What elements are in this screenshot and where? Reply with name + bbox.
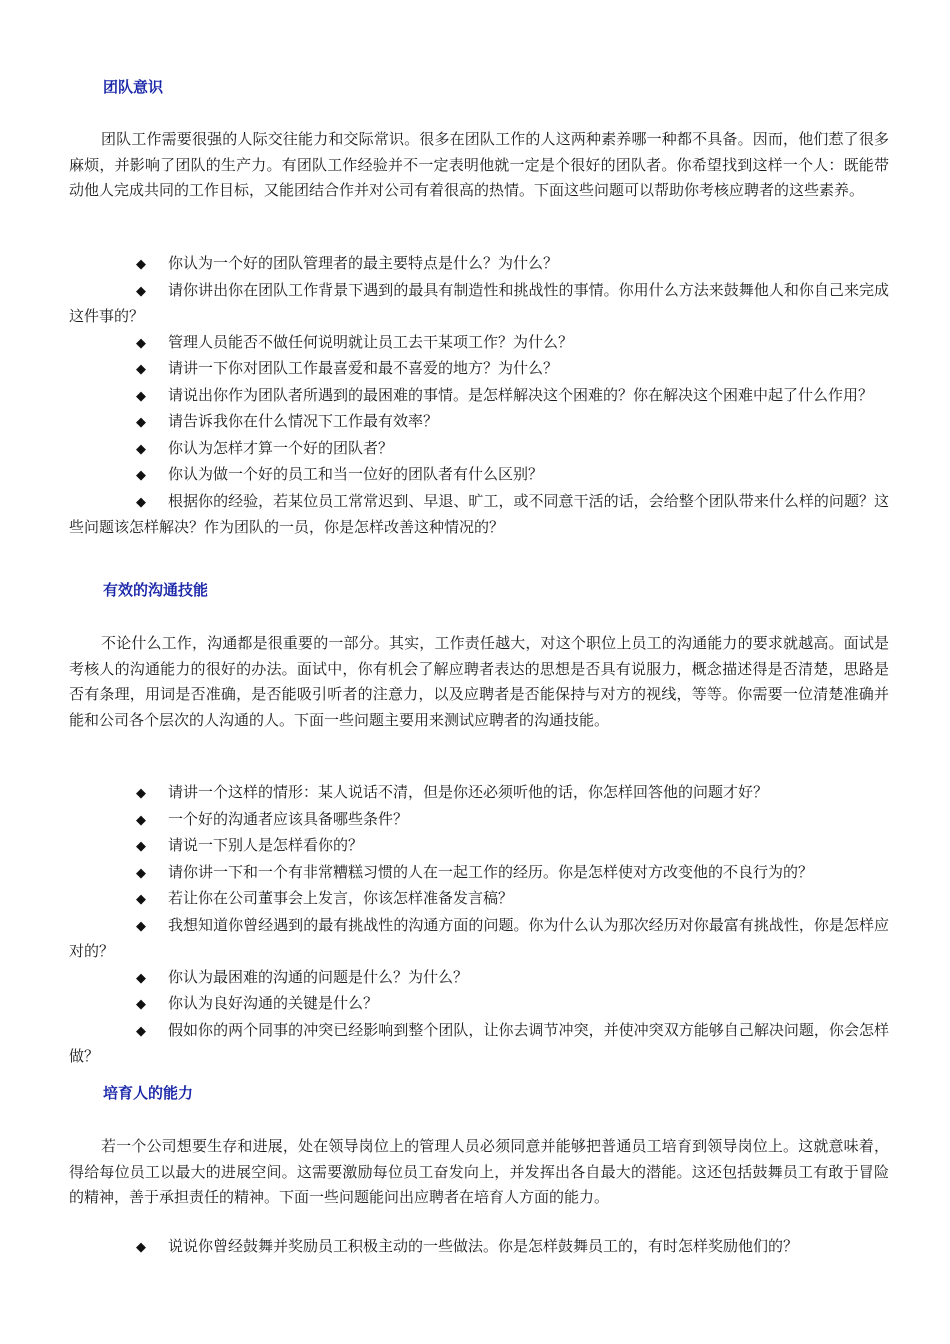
list-item: ◆ 请你讲一下和一个有非常糟糕习惯的人在一起工作的经历。你是怎样使对方改变他的不良行为的？ xyxy=(69,860,889,887)
list-item: ◆ 请你讲出你在团队工作背景下遇到的最具有制造性和挑战性的事情。你用什么方法来鼓舞他人和你自己来完成这件事的？ xyxy=(69,280,889,325)
diamond-icon: ◆ xyxy=(136,468,146,483)
question-list xyxy=(69,251,889,541)
diamond-icon: ◆ xyxy=(136,970,146,986)
diamond-icon: ◆ xyxy=(136,1240,146,1255)
diamond-icon: ◆ xyxy=(136,362,146,377)
list-item: ◆ 若让你在公司董事会上发言，你该怎样准备发言稿？ xyxy=(69,886,889,913)
list-item: ◆ 请说一下别人是怎样看你的？ xyxy=(69,833,889,860)
section-intro: 团队工作需要很强的人际交往能力和交际常识。很多在团队工作的人这两种素养哪一种都不具备。因而，他们惹了很多麻烦，并影响了团队的生产力。有团队工作经验并不一定表明他就一定是个很好的团队者。你希望找到这样一个人：既能带动他人完成共同的工作目标，又能团结合作并对公司有着很高的热情。下面这些问题可以帮助你考核应聘者的这些素养。 xyxy=(69,130,889,199)
list-item: ◆ 你认为一个好的团队管理者的最主要特点是什么？为什么？ xyxy=(69,251,889,278)
diamond-icon: ◆ xyxy=(136,892,146,907)
question-list xyxy=(69,1234,889,1261)
list-item: ◆ 你认为最困难的沟通的问题是什么？为什么？ xyxy=(69,965,889,992)
diamond-icon: ◆ xyxy=(136,283,146,299)
list-item: ◆ 假如你的两个同事的冲突已经影响到整个团队，让你去调节冲突，并使冲突双方能够自己解决问题，你会怎样做？ xyxy=(69,1020,889,1065)
diamond-icon: ◆ xyxy=(136,1023,146,1039)
section-heading: 有效的沟通技能 xyxy=(103,581,209,599)
diamond-icon: ◆ xyxy=(136,812,146,828)
list-item: ◆ 请讲一下你对团队工作最喜爱和最不喜爱的地方？为什么？ xyxy=(69,356,889,383)
diamond-icon: ◆ xyxy=(136,335,146,351)
list-item: ◆ 管理人员能否不做任何说明就让员工去干某项工作？为什么？ xyxy=(69,330,889,357)
diamond-icon: ◆ xyxy=(136,918,146,934)
diamond-icon: ◆ xyxy=(136,257,146,272)
diamond-icon: ◆ xyxy=(136,839,146,854)
diamond-icon: ◆ xyxy=(136,865,146,881)
section-heading: 团队意识 xyxy=(103,78,164,96)
section-intro: 若一个公司想要生存和进展，处在领导岗位上的管理人员必须同意并能够把普通员工培育到领导岗位上。这就意味着，得给每位员工以最大的进展空间。这需要激励每位员工奋发向上，并发挥出各自最大的潜能。这还包括鼓舞员工有敢于冒险的精神，善于承担责任的精神。下面一些问题能问出应聘者在培育人方面的能力。 xyxy=(69,1137,889,1206)
list-item: ◆ 我想知道你曾经遇到的最有挑战性的沟通方面的问题。你为什么认为那次经历对你最富有挑战性，你是怎样应对的？ xyxy=(69,915,889,960)
diamond-icon: ◆ xyxy=(136,786,146,801)
list-item: ◆ 你认为做一个好的员工和当一位好的团队者有什么区别？ xyxy=(69,462,889,489)
section-intro: 不论什么工作，沟通都是很重要的一部分。其实，工作责任越大，对这个职位上员工的沟通能力的要求就越高。面试是考核人的沟通能力的很好的办法。面试中，你有机会了解应聘者表达的思想是否具有说服力，概念描述得是否清楚，思路是否有条理，用词是否准确，是否能吸引听者的注意力，以及应聘者是否能保持与对方的视线，等等。你需要一位清楚准确并能和公司各个层次的人沟通的人。下面一些问题主要用来测试应聘者的沟通技能。 xyxy=(69,634,889,729)
list-item: ◆ 请讲一个这样的情形：某人说话不清，但是你还必须听他的话，你怎样回答他的问题才好？ xyxy=(69,780,889,807)
diamond-icon: ◆ xyxy=(136,494,146,510)
section-heading: 培育人的能力 xyxy=(103,1084,194,1102)
diamond-icon: ◆ xyxy=(136,997,146,1012)
list-item: ◆ 请告诉我你在什么情况下工作最有效率？ xyxy=(69,409,889,436)
list-item: ◆ 说说你曾经鼓舞并奖励员工积极主动的一些做法。你是怎样鼓舞员工的，有时怎样奖励他们的？ xyxy=(69,1234,889,1261)
list-item: ◆ 请说出你作为团队者所遇到的最困难的事情。是怎样解决这个困难的？你在解决这个困难中起了什么作用？ xyxy=(69,383,889,410)
diamond-icon: ◆ xyxy=(136,415,146,430)
diamond-icon: ◆ xyxy=(136,388,146,404)
question-list xyxy=(69,780,889,1070)
list-item: ◆ 你认为怎样才算一个好的团队者？ xyxy=(69,436,889,463)
list-item: ◆ 一个好的沟通者应该具备哪些条件？ xyxy=(69,807,889,834)
list-item: ◆ 你认为良好沟通的关键是什么？ xyxy=(69,991,889,1018)
list-item: ◆ 根据你的经验，若某位员工常常迟到、早退、旷工，或不同意干活的话，会给整个团队带来什么样的问题？这些问题该怎样解决？作为团队的一员，你是怎样改善这种情况的？ xyxy=(69,491,889,536)
diamond-icon: ◆ xyxy=(136,441,146,457)
